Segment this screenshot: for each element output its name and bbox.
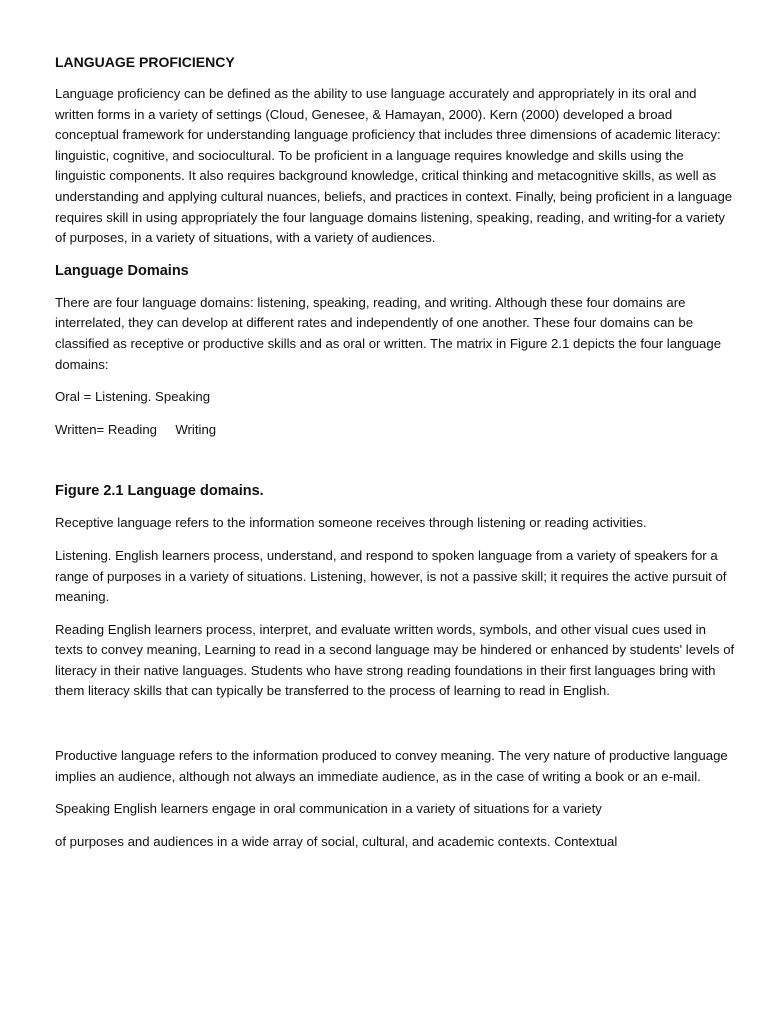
intro-paragraph: Language proficiency can be defined as the ability to use language accurately and appropriately in its oral and written forms in a variety of settings (Cloud, Genesee, & Hamayan, 2000). Kern (2000) developed a broad conceptual framework for understanding language proficiency that includes three dimensions of academic literacy: linguistic, cognitive, and sociocultural. To be proficient in a language requires knowledge and skills using the linguistic components. It also requires background knowledge, critical thinking and metacognitive skills, as well as understanding and applying cultural nuances, beliefs, and practices in context. Finally, being proficient in a language requires skill in using appropriately the four language domains listening, speaking, reading, and writing-for a variety of purposes, in a variety of situations, with a variety of audiences. (55, 86, 733, 246)
section-heading-language-domains: Language Domains (55, 262, 189, 279)
document-title: LANGUAGE PROFICIENCY (55, 54, 235, 70)
reading-paragraph: Reading English learners process, interpret, and evaluate written words, symbols, and other visual cues used in texts to convey meaning, Learning to read in a second language may be hindered or enhanced by students' levels of literacy in their native languages. Students who have strong reading foundations in their first languages bring with them literacy skills that can typically be transferred to the process of learning to read in English. (55, 621, 735, 699)
listening-paragraph: Listening. English learners process, understand, and respond to spoken language from a variety of speakers for a range of purposes in a variety of situations. Listening, however, is not a passive skill; it requires the active pursuit of meaning. (55, 547, 727, 605)
document-page (55, 52, 735, 864)
receptive-paragraph: Receptive language refers to the information someone receives through listening or reading activities. (55, 515, 647, 531)
written-line: Written= Reading Writing (55, 421, 217, 437)
speaking-paragraph-line-2: of purposes and audiences in a wide array of social, cultural, and academic contexts. Contextual (55, 833, 618, 849)
domains-paragraph: There are four language domains: listening, speaking, reading, and writing. Although these four domains are interrelated, they can develop at different rates and independently of one another. These four domains can be classified as receptive or productive skills and as oral or written. The matrix in Figure 2.1 depicts the four language domains: (55, 294, 722, 372)
figure-caption: Figure 2.1 Language domains. (55, 483, 264, 500)
speaking-paragraph-line-1: Speaking English learners engage in oral communication in a variety of situations for a variety (55, 801, 602, 817)
oral-line: Oral = Listening. Speaking (55, 389, 211, 405)
productive-paragraph: Productive language refers to the information produced to convey meaning. The very nature of productive language implies an audience, although not always an immediate audience, as in the case of writing a book or an e-mail. (55, 748, 728, 784)
